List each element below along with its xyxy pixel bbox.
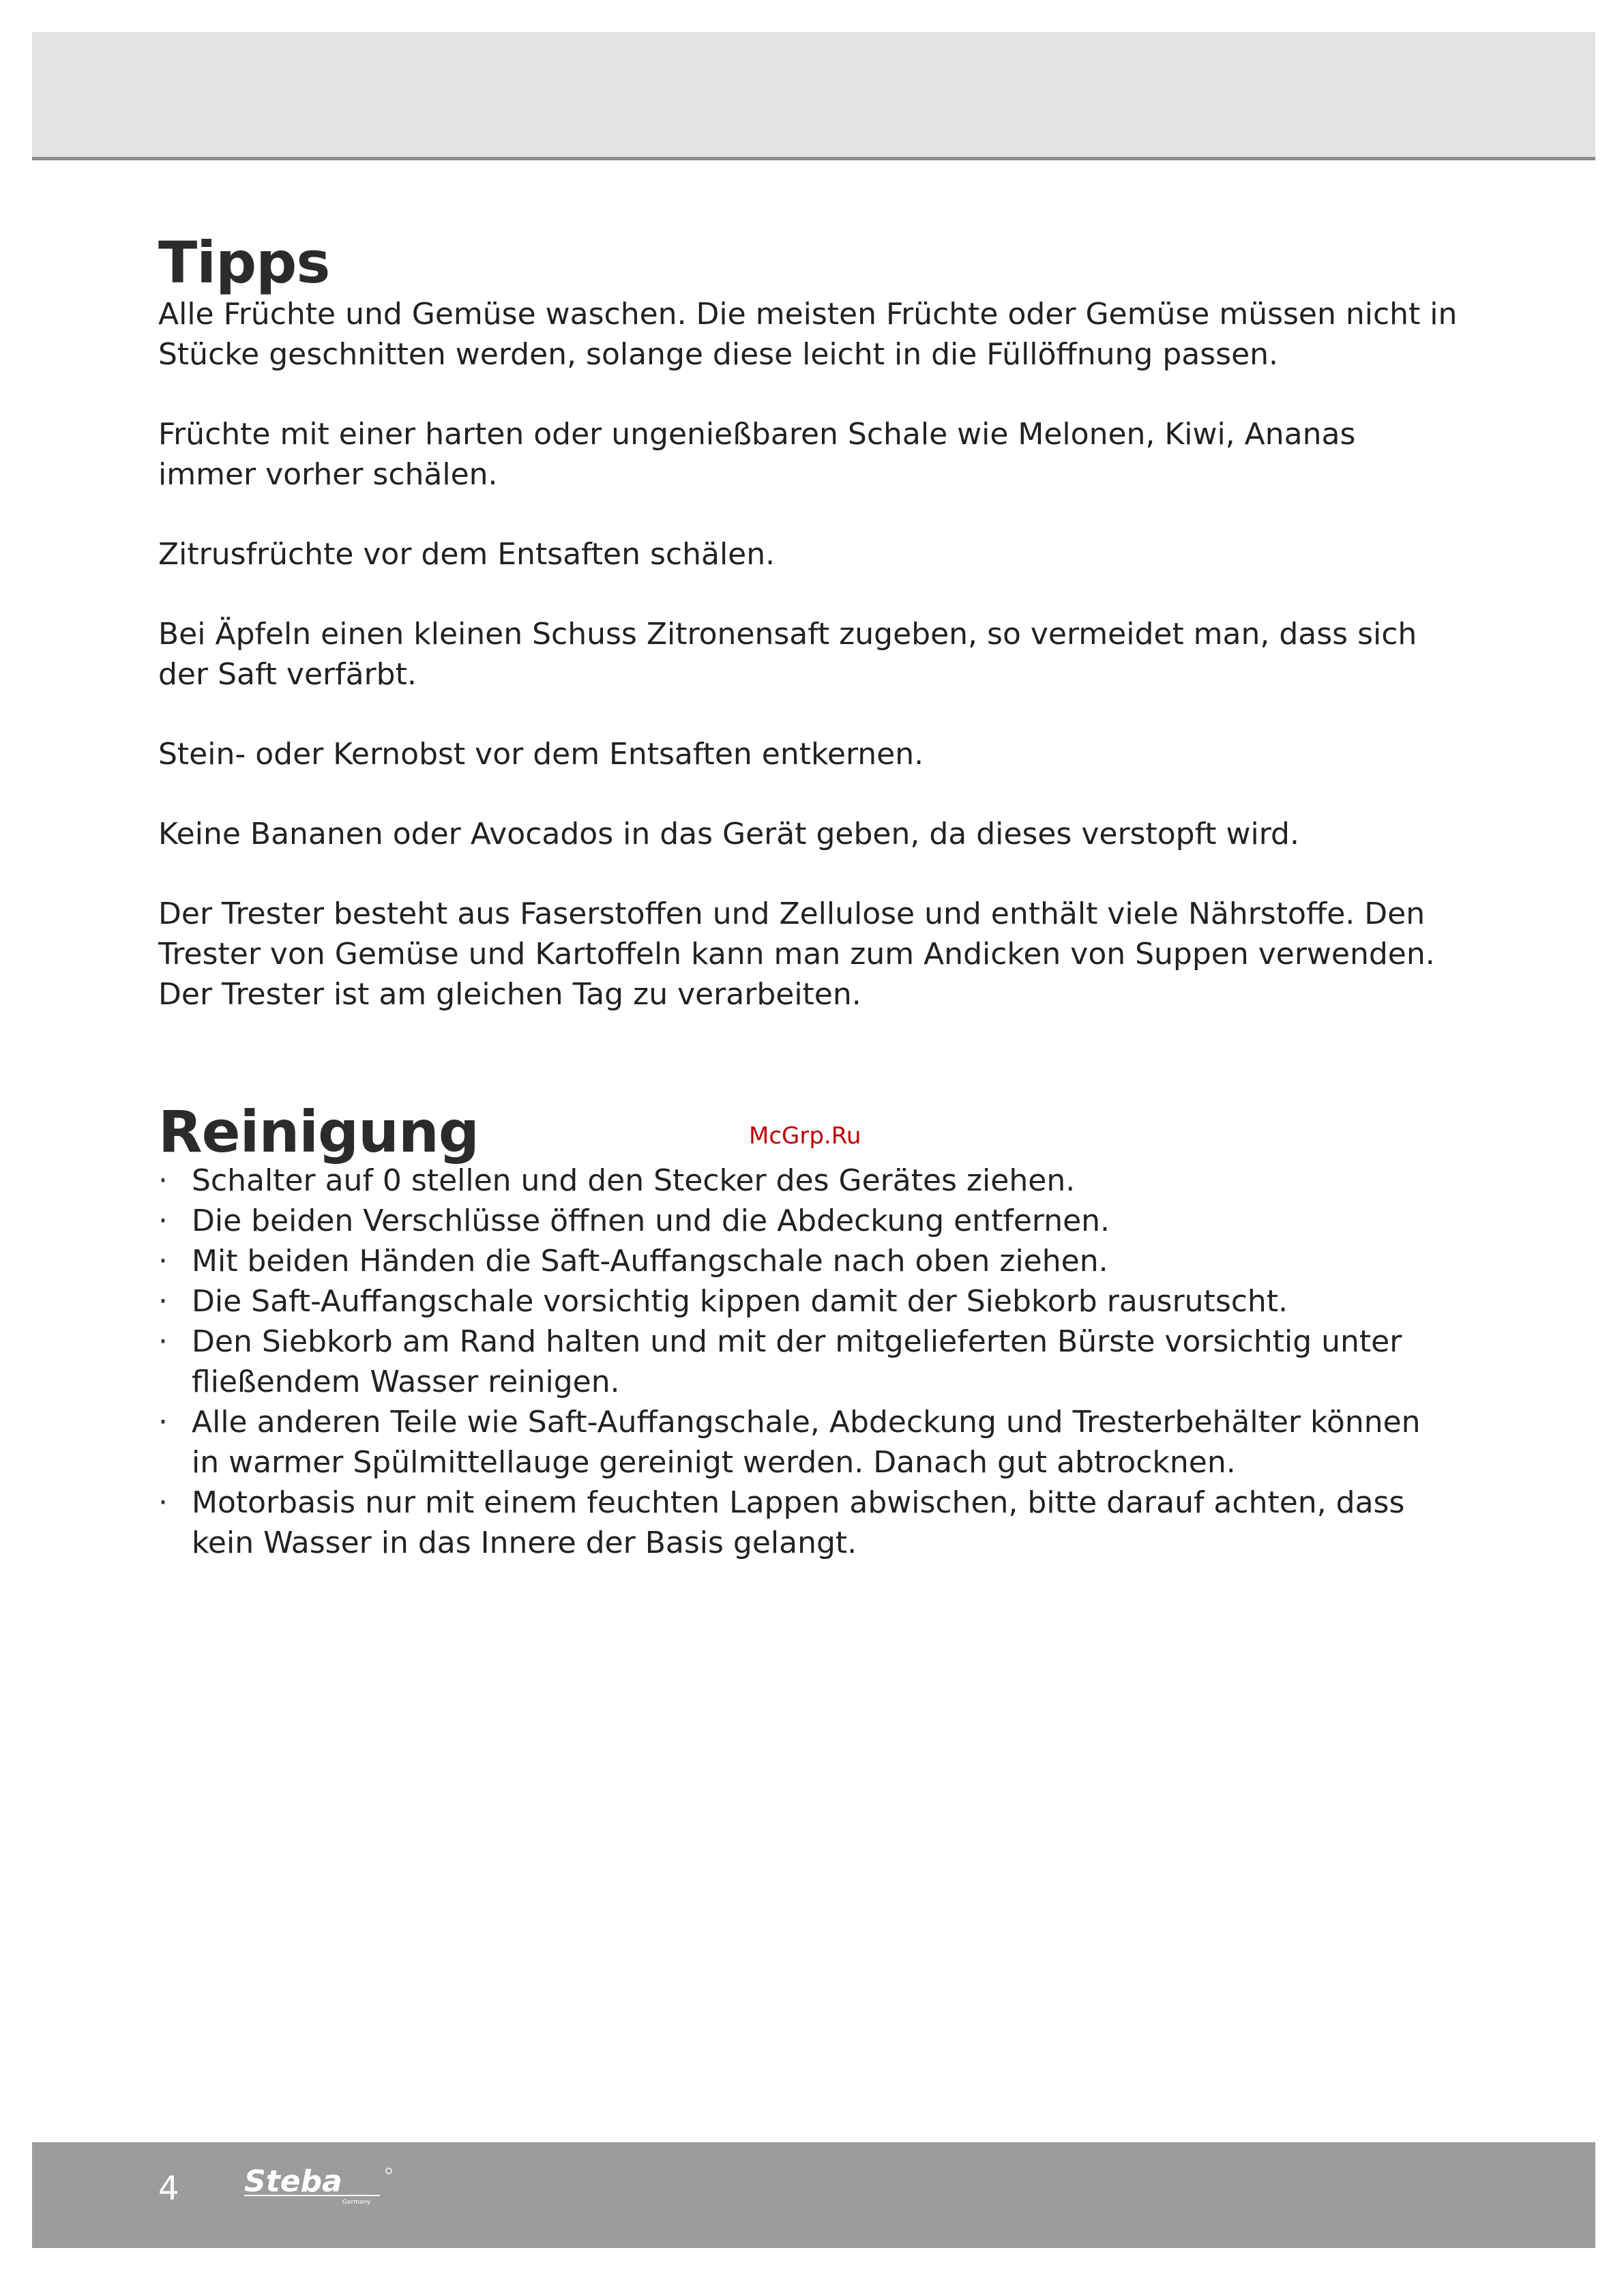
text-line: kein Wasser in das Innere der Basis gelangt. — [192, 1526, 857, 1560]
tips-paragraph — [158, 614, 1509, 695]
tips-paragraph — [158, 734, 1509, 774]
tips-paragraph — [158, 534, 1509, 574]
header-band — [32, 32, 1595, 160]
text-line: Die Saft-Auffangschale vorsichtig kippen damit der Siebkorb rausrutscht. — [192, 1284, 1288, 1319]
list-item — [158, 1281, 1522, 1322]
list-item — [158, 1161, 1522, 1201]
reinigung-section — [158, 1098, 1522, 1563]
reinigung-heading: Reinigung — [158, 1098, 479, 1165]
text-line: Früchte mit einer harten oder ungenießbaren Schale wie Melonen, Kiwi, Ananas — [158, 417, 1356, 452]
reinigung-list — [158, 1161, 1522, 1563]
list-item — [158, 1201, 1522, 1241]
tips-paragraph — [158, 814, 1509, 854]
text-line: Die beiden Verschlüsse öffnen und die Abdeckung entfernen. — [192, 1203, 1110, 1238]
tips-paragraph — [158, 294, 1509, 375]
page-number: 4 — [158, 2170, 179, 2208]
steba-logo-subtext: Germany — [342, 2199, 371, 2206]
text-line: Bei Äpfeln einen kleinen Schuss Zitronensaft zugeben, so vermeidet man, dass sich — [158, 617, 1417, 652]
text-line: fließendem Wasser reinigen. — [192, 1365, 620, 1399]
text-line: Stücke geschnitten werden, solange diese leicht in die Füllöffnung passen. — [158, 337, 1279, 372]
list-item — [158, 1483, 1522, 1563]
text-line: Den Siebkorb am Rand halten und mit der mitgelieferten Bürste vorsichtig unter — [192, 1324, 1402, 1359]
text-line: Zitrusfrüchte vor dem Entsaften schälen. — [158, 537, 776, 572]
list-item — [158, 1322, 1522, 1402]
tips-heading: Tipps — [158, 229, 330, 296]
text-line: Keine Bananen oder Avocados in das Gerät geben, da dieses verstopft wird. — [158, 817, 1299, 851]
text-line: der Saft verfärbt. — [158, 657, 417, 692]
text-line: Alle anderen Teile wie Saft-Auffangschale, Abdeckung und Tresterbehälter können — [192, 1405, 1421, 1440]
text-line: Stein- oder Kernobst vor dem Entsaften entkernen. — [158, 737, 924, 772]
tips-paragraph — [158, 414, 1509, 495]
text-line: Der Trester ist am gleichen Tag zu verarbeiten. — [158, 977, 861, 1012]
tips-paragraphs — [158, 294, 1509, 1015]
text-line: Schalter auf 0 stellen und den Stecker des Gerätes ziehen. — [192, 1163, 1076, 1198]
tips-section — [158, 229, 1509, 1054]
tips-paragraph — [158, 894, 1509, 1015]
text-line: immer vorher schälen. — [158, 457, 498, 492]
text-line: Mit beiden Händen die Saft-Auffangschale nach oben ziehen. — [192, 1244, 1108, 1279]
watermark: McGrp.Ru — [749, 1122, 861, 1150]
steba-logo — [240, 2161, 411, 2209]
text-line: in warmer Spülmittellauge gereinigt werden. Danach gut abtrocknen. — [192, 1445, 1236, 1480]
text-line: Alle Früchte und Gemüse waschen. Die meisten Früchte oder Gemüse müssen nicht in — [158, 297, 1458, 332]
steba-logo-wordmark: Steba — [244, 2164, 342, 2199]
text-line: Motorbasis nur mit einem feuchten Lappen abwischen, bitte darauf achten, dass — [192, 1485, 1405, 1520]
list-item — [158, 1402, 1522, 1483]
list-item — [158, 1241, 1522, 1281]
text-line: Der Trester besteht aus Faserstoffen und Zellulose und enthält viele Nährstoffe. Den — [158, 896, 1426, 931]
text-line: Trester von Gemüse und Kartoffeln kann man zum Andicken von Suppen verwenden. — [158, 937, 1435, 972]
